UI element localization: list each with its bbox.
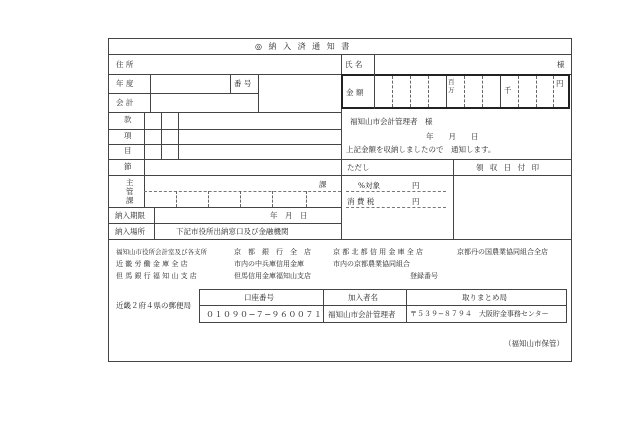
name-label: 氏 名 xyxy=(345,60,363,69)
amount-digit-sep xyxy=(428,76,429,107)
bank-1-2: 京 都 銀 行 全 店 xyxy=(234,248,311,256)
rule xyxy=(108,129,341,130)
postal-label: 近畿２府４県の郵便局 xyxy=(116,301,191,310)
subscriber-name: 福知山市会計管理者 xyxy=(328,310,396,319)
amount-label: 金 額 xyxy=(346,88,364,97)
rule xyxy=(108,175,572,176)
amount-digit-sep xyxy=(446,76,447,107)
rule xyxy=(406,289,407,323)
ko-label: 項 xyxy=(124,131,132,140)
rule xyxy=(150,74,151,112)
rule xyxy=(144,191,341,192)
bank-2-3: 市内の京都農業協同組合 xyxy=(333,260,410,268)
rule xyxy=(341,239,572,240)
rule xyxy=(453,159,454,239)
office-header: 取りまとめ局 xyxy=(462,293,507,302)
ka-label: 課 xyxy=(319,180,327,189)
amount-digit-sep xyxy=(410,76,411,107)
rule xyxy=(108,74,341,75)
rule xyxy=(346,191,446,192)
rule xyxy=(154,207,155,239)
rule xyxy=(374,74,375,109)
amount-digit-sep xyxy=(500,76,501,107)
thousand-unit: 千 xyxy=(504,86,512,95)
rule xyxy=(108,54,572,55)
office-value: 〒５３９−８７９４ 大阪貯金事務センター xyxy=(410,310,549,318)
bank-1-4: 京都丹の国農業協同組合全店 xyxy=(457,248,548,256)
rule xyxy=(199,305,567,306)
deadline-date: 年 月 日 xyxy=(270,211,308,220)
rule xyxy=(108,144,341,145)
setsu-label: 節 xyxy=(124,162,132,171)
rule xyxy=(108,159,572,160)
shukan-label-1: 主 xyxy=(126,178,134,187)
rule xyxy=(208,191,209,207)
account-number-header: 口座番号 xyxy=(244,293,274,302)
rule xyxy=(374,54,375,74)
million-unit: 百 万 xyxy=(448,78,455,94)
receipt-message: 上記金額を収納しましたので 通知します。 xyxy=(346,145,496,154)
bank-1-1: 福知山市役所会計室及び各支所 xyxy=(116,248,207,256)
amount-digit-sep xyxy=(392,76,393,107)
amount-digit-sep xyxy=(482,76,483,107)
bank-3-2: 但馬信用金庫福知山支店 xyxy=(234,272,311,280)
rule xyxy=(258,74,259,112)
rule xyxy=(323,289,324,323)
rule xyxy=(108,223,341,224)
tadashi-label: ただし xyxy=(347,163,370,172)
fiscal-year-label: 年 度 xyxy=(116,79,134,88)
moku-label: 目 xyxy=(124,146,132,155)
account-label: 会 計 xyxy=(116,98,134,107)
rule xyxy=(161,112,162,159)
kan-label: 款 xyxy=(124,115,132,124)
rule xyxy=(144,112,145,207)
form-title: ◎ 納 入 済 通 知 書 xyxy=(255,42,352,51)
amount-digit-sep xyxy=(553,76,554,107)
rule xyxy=(178,112,179,159)
bank-1-3: 京 都 北 都 信 用 金 庫 全 店 xyxy=(333,248,424,256)
bank-3-1: 但 馬 銀 行 福 知 山 支 店 xyxy=(116,272,197,280)
receipt-date: 年 月 日 xyxy=(426,132,479,141)
amount-digit-sep xyxy=(518,76,519,107)
registration-number-label: 登録番号 xyxy=(410,272,438,280)
rule xyxy=(108,239,341,240)
address-label: 住 所 xyxy=(116,60,134,69)
footer-note: （福知山市保管） xyxy=(504,339,564,348)
receipt-stamp-label: 領 収 日 付 印 xyxy=(476,163,542,172)
place-label: 納入場所 xyxy=(115,227,145,236)
amount-digit-sep xyxy=(464,76,465,107)
sama-label: 様 xyxy=(557,60,565,69)
yen-unit: 円 xyxy=(556,79,564,88)
deadline-label: 納入期限 xyxy=(115,211,145,220)
consumption-tax-label: 消 費 税 xyxy=(347,197,375,206)
rule xyxy=(272,191,273,207)
shukan-label-2: 管 xyxy=(126,187,134,196)
bank-2-2: 市内の中兵庫信用金庫 xyxy=(234,260,304,268)
shukan-label-3: 課 xyxy=(126,196,134,205)
number-label: 番 号 xyxy=(234,79,252,88)
tax-target-label: %対象 xyxy=(358,181,381,190)
rule xyxy=(108,112,341,113)
place-value: 下記市役所出納窓口及び金融機関 xyxy=(176,227,289,236)
consumption-tax-yen: 円 xyxy=(412,197,420,206)
rule xyxy=(240,191,241,207)
subscriber-header: 加入者名 xyxy=(348,293,378,302)
rule xyxy=(306,191,307,207)
rule xyxy=(346,207,446,208)
rule xyxy=(108,93,258,94)
account-number: ０１０９０−７−９６００７１ xyxy=(206,310,323,319)
amount-digit-sep xyxy=(536,76,537,107)
rule xyxy=(176,191,177,207)
rule xyxy=(230,74,231,93)
rule xyxy=(108,207,341,208)
recipient: 福知山市会計管理者 様 xyxy=(350,117,433,126)
bank-2-1: 近 畿 労 働 金 庫 全 店 xyxy=(116,260,188,268)
tax-target-yen: 円 xyxy=(412,181,420,190)
